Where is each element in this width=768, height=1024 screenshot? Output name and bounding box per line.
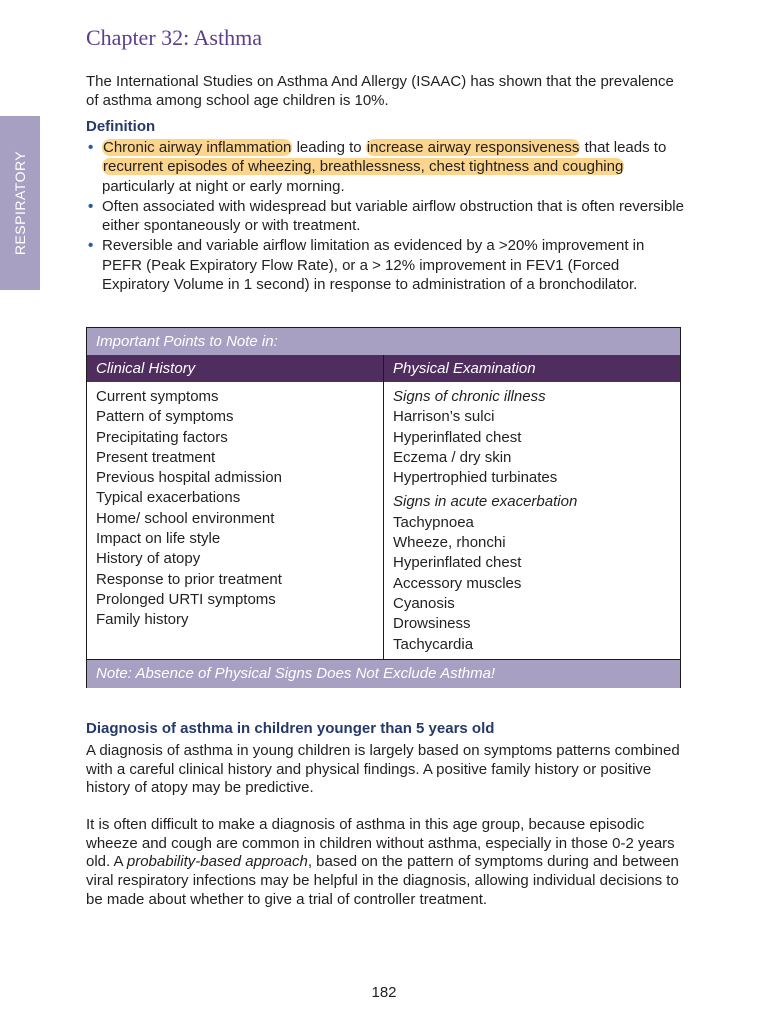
- chronic-sign-item: Hyperinflated chest: [393, 428, 522, 446]
- acute-sign-item: Tachypnoea: [393, 513, 474, 531]
- clinical-history-item: Pattern of symptoms: [96, 408, 234, 426]
- acute-sign-item: Wheeze, rhonchi: [393, 534, 506, 552]
- clinical-history-item: Prolonged URTI symptoms: [96, 590, 276, 608]
- clinical-history-item: Family history: [96, 611, 189, 629]
- diagnosis-paragraph-1: A diagnosis of asthma in young children is largely based on symptoms patterns combined with a careful clinical history and physical findings. A positive family history or positive history of atopy may be predictive.: [86, 742, 680, 797]
- acute-signs-list: [393, 513, 671, 655]
- diagnosis-heading: Diagnosis of asthma in children younger than 5 years old: [86, 720, 495, 737]
- clinical-history-item: Response to prior treatment: [96, 570, 282, 588]
- clinical-history-item: Current symptoms: [96, 388, 219, 405]
- acute-sign-item: Accessory muscles: [393, 574, 522, 592]
- side-tab-label: RESPIRATORY: [12, 150, 28, 256]
- table-header: Important Points to Note in:: [87, 328, 680, 355]
- clinical-history-item: Present treatment: [96, 448, 216, 466]
- chronic-sign-item: Hypertrophied turbinates: [393, 469, 558, 487]
- paragraph-emphasis: probability-based approach: [126, 853, 308, 871]
- chronic-sign-item: Eczema / dry skin: [393, 448, 512, 466]
- highlighted-text: Chronic airway inflammation: [103, 139, 292, 156]
- clinical-history-column: [87, 382, 384, 659]
- definition-list: [86, 138, 686, 295]
- definition-heading: Definition: [86, 118, 156, 135]
- physical-examination-column: [384, 382, 680, 659]
- definition-item: [86, 138, 686, 196]
- acute-sign-item: Drowsiness: [393, 615, 471, 633]
- definition-text: that leads to: [580, 139, 667, 156]
- acute-sign-item: Tachycardia: [393, 635, 474, 653]
- clinical-history-item: Precipitating factors: [96, 428, 228, 446]
- clinical-history-item: Typical exacerbations: [96, 489, 241, 507]
- physical-examination-header: Physical Examination: [393, 360, 536, 377]
- table-body: [87, 382, 680, 659]
- definition-text: leading to: [292, 139, 366, 156]
- paragraph-text: , based on the pattern of symptoms during and between viral respiratory infections may be helpful in the diagnosis, allowing individual decisions to be made about whether to give a trial of controller treatment.: [86, 853, 679, 908]
- definition-item: • Often associated with widespread but variable airflow obstruction that is often reversible either spontaneously or with treatment.: [86, 197, 686, 236]
- highlighted-text: recurrent episodes of wheezing, breathlessness, chest tightness and coughing: [103, 158, 624, 176]
- chronic-signs-heading: Signs of chronic illness: [393, 388, 546, 405]
- intro-paragraph: The International Studies on Asthma And Allergy (ISAAC) has shown that the prevalence of asthma among school age children is 10%.: [86, 73, 674, 110]
- clinical-history-list: [96, 387, 374, 631]
- physical-examination-list: [393, 387, 671, 655]
- definition-item: • Reversible and variable airflow limitation as evidenced by a >20% improvement in PEFR (Peak Expiratory Flow Rate), or a > 12% improvement in FEV1 (Forced Expiratory Volume in 1 second) in response to administration of a bronchodilator.: [86, 236, 686, 294]
- page-number: 182: [371, 984, 397, 1001]
- diagnosis-paragraph-2: [86, 816, 686, 910]
- chronic-sign-item: Harrison’s sulci: [393, 408, 495, 426]
- definition-text: particularly at night or early morning.: [102, 177, 345, 195]
- clinical-history-item: Impact on life style: [96, 530, 221, 548]
- section-side-tab: [0, 116, 40, 290]
- acute-signs-heading: Signs in acute exacerbation: [393, 493, 578, 511]
- clinical-history-item: History of atopy: [96, 550, 201, 568]
- table-footer-note: Note: Absence of Physical Signs Does Not Exclude Asthma!: [87, 659, 680, 688]
- important-points-table: [86, 327, 681, 688]
- acute-sign-item: Cyanosis: [393, 594, 455, 612]
- chronic-signs-list: [393, 407, 671, 488]
- clinical-history-item: Previous hospital admission: [96, 469, 282, 487]
- chapter-title: Chapter 32: Asthma: [86, 25, 262, 50]
- clinical-history-item: Home/ school environment: [96, 509, 275, 527]
- highlighted-text: increase airway responsiveness: [366, 139, 580, 156]
- table-column-headers: [87, 355, 680, 382]
- paragraph-text: It is often difficult to make a diagnosis of asthma in this age group, because episodic wheeze and cough are common in children without asthma, especially in those 0-2 years old. A: [86, 816, 675, 871]
- clinical-history-header: Clinical History: [87, 355, 384, 382]
- acute-sign-item: Hyperinflated chest: [393, 554, 522, 572]
